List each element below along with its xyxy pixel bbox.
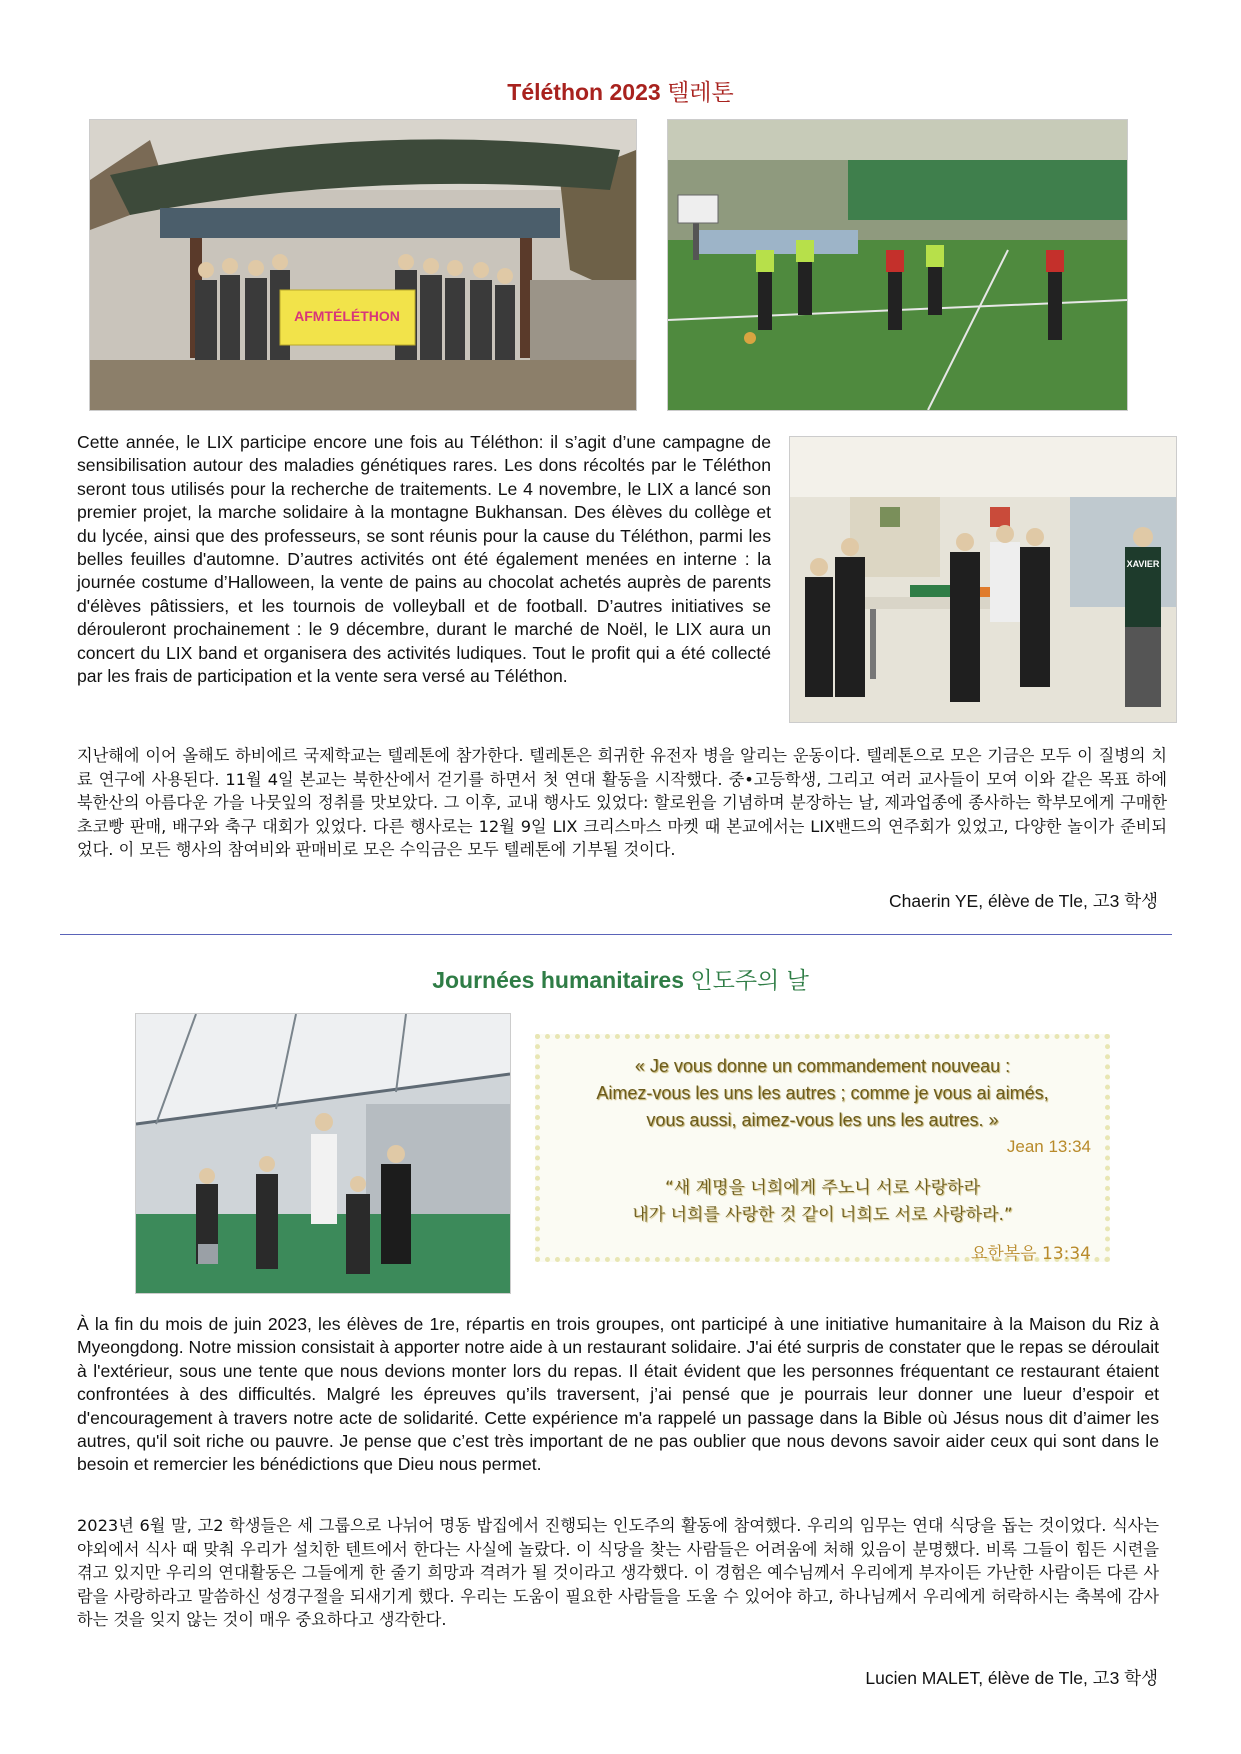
title-ko: 텔레톤: [667, 80, 734, 106]
quote-ko-line: “새 계명을 너희에게 주노니 서로 사랑하라: [665, 1178, 980, 1198]
group-photo-pavilion: [89, 119, 637, 411]
section-title-telethon: [0, 74, 1241, 107]
quote-ko: [540, 1175, 1105, 1229]
humanitarian-paragraph-fr: À la fin du mois de juin 2023, les élèves de 1re, répartis en trois groupes, ont participé à une initiative humanitaire à la Maison du Riz à Myeongdong. Notre mission consistait à apporter notre aide à un restaurant solidaire. J'ai été surpris de constater que le repas se déroulait à l'extérieur, sous une tente que nous devions monter lors du repas. Il était évident que les personnes fréquentant ce restaurant étaient confrontées à des difficultés. Malgré les épreuves qu’ils traversent, j’ai pensé que je pourrais leur donner une lueur d’espoir et d'encouragement à travers notre acte de solidarité. Cette expérience m'a rappelé un passage dans la Bible où Jésus nous dit d’aimer les autres, qu'il soit riche ou pauvre. Je pense que c’est très important de ne pas oublier que nous devons savoir aider ceux qui sont dans le besoin et remercier les bénédictions que Dieu nous permet.: [77, 1314, 1159, 1475]
quote-ko-line: 내가 너희를 사랑한 것 같이 너희도 서로 사랑하라.”: [632, 1205, 1013, 1225]
humanitarian-paragraph-ko: 2023년 6월 말, 고2 학생들은 세 그룹으로 나뉘어 명동 밥집에서 진행되는 인도주의 활동에 참여했다. 우리의 임무는 연대 식당을 돕는 것이었다. 식사는 야외에서 식사 때 맞춰 우리가 설치한 텐트에서 한다는 사실에 놀랐다. 이 식당을 찾는 사람들은 어려움에 처해 있음이 분명했다. 비록 그들이 힘든 시련을 겪고 있지만 우리의 연대활동은 그들에게 한 줄기 희망과 격려가 될 것이라고 생각했다. 이 경험은 예수님께서 우리에게 부자이든 가난한 사람이든 다른 사람을 사랑하라고 말씀하신 성경구절을 되새기게 했다. 우리는 도움이 필요한 사람들을 도울 수 있어야 하고, 하나님께서 우리에게 허락하시는 축복에 감사하는 것을 잊지 않는 것이 매우 중요하다고 생각한다.: [77, 1516, 1159, 1630]
banner-text: AFMTÉLÉTHON: [294, 308, 400, 324]
title-fr: Téléthon 2023: [507, 79, 661, 105]
signature-lucien: Lucien MALET, élève de Tle, 고3 학생: [865, 1668, 1158, 1688]
tent-photo: [135, 1013, 511, 1294]
telethon-paragraph-fr: Cette année, le LIX participe encore une fois au Téléthon: il s’agit d’une campagne de sensibilisation autour des maladies génétiques rares. Les dons récoltés par le Téléthon seront tous utilisés pour la recherche de traitements. Le 4 novembre, le LIX a lancé son premier projet, la marche solidaire à la montagne Bukhansan. Des élèves du collège et du lycée, ainsi que des professeurs, se sont réunis pour la cause du Téléthon, parmi les belles feuilles d'automne. D’autres activités ont été également menées en interne : la journée costume d’Halloween, la vente de pains au chocolat achetés auprès de parents d'élèves pâtissiers, et les tournois de volleyball et de football. D’autres initiatives se dérouleront prochainement : le 9 décembre, durant le marché de Noël, le LIX aura un concert du LIX band et organisera des activités ludiques. Tout le profit qui a été collecté par les frais de participation et la vente sera versé au Téléthon.: [77, 432, 771, 687]
section-divider: [60, 934, 1172, 935]
telethon-paragraph-ko: 지난해에 이어 올해도 하비에르 국제학교는 텔레톤에 참가한다. 텔레톤은 희귀한 유전자 병을 알리는 운동이다. 텔레톤으로 모은 기금은 모두 이 질병의 치료 연구에 사용된다. 11월 4일 본교는 북한산에서 걷기를 하면서 첫 연대 활동을 시작했다. 중•고등학생, 그리고 여러 교사들이 모여 이와 같은 목표 하에 북한산의 아름다운 가을 나뭇잎의 정취를 맛보았다. 그 이후, 교내 행사도 있었다: 할로윈을 기념하며 분장하는 날, 제과업종에 종사하는 학부모에게 구매한 초코빵 판매, 배구와 축구 대회가 있었다. 다른 행사로는 12월 9일 LIX 크리스마스 마켓 때 본교에서는 LIX밴드의 연주회가 있었고, 다양한 놀이가 준비되었다. 이 모든 행사의 참여비와 판매비로 모은 수익금은 모두 텔레톤에 기부될 것이다.: [77, 746, 1167, 860]
section-title-humanitarian: [0, 962, 1241, 995]
quote-fr-line: Aimez-vous les uns les autres ; comme je vous ai aimés,: [596, 1083, 1049, 1103]
quote-fr-line: « Je vous donne un commandement nouveau :: [634, 1056, 1011, 1076]
bake-sale-photo: [789, 436, 1177, 723]
football-photo: [667, 119, 1128, 411]
jacket-text: XAVIER: [1126, 559, 1160, 569]
signature-chaerin: Chaerin YE, élève de Tle, 고3 학생: [889, 891, 1158, 911]
bible-quote-box: [535, 1034, 1110, 1262]
quote-ko-reference: 요한복음 13:34: [970, 1244, 1091, 1264]
title-ko: 인도주의 날: [690, 968, 809, 994]
quote-fr: [540, 1053, 1105, 1134]
quote-fr-line: vous aussi, aimez-vous les uns les autres. »: [646, 1110, 999, 1130]
title-fr: Journées humanitaires: [432, 967, 684, 993]
quote-fr-reference: Jean 13:34: [1006, 1137, 1091, 1156]
